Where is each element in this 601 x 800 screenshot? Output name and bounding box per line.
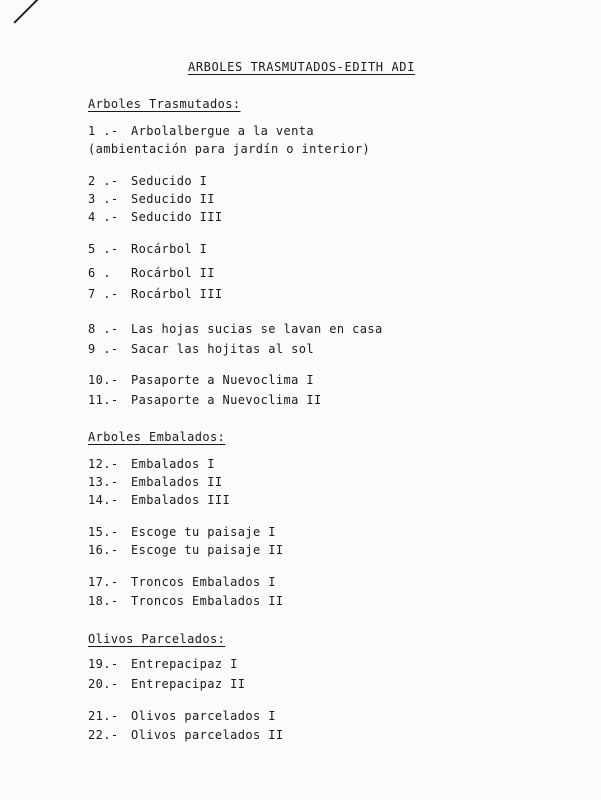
item-number: 14.- — [88, 493, 119, 507]
item-number: 12.- — [88, 457, 119, 471]
item-title: Las hojas sucias se lavan en casa — [131, 322, 383, 336]
list-item — [88, 543, 284, 557]
item-title: (ambientación para jardín o interior) — [88, 142, 371, 156]
list-item — [88, 124, 314, 138]
list-item — [88, 594, 284, 608]
item-title: Troncos Embalados II — [131, 594, 284, 608]
list-item — [88, 709, 276, 723]
list-item — [88, 493, 230, 507]
list-item — [88, 242, 207, 256]
item-title: Escoge tu paisaje II — [131, 543, 284, 557]
item-number: 9 .- — [88, 342, 119, 356]
section-heading: Arboles Trasmutados: — [88, 97, 241, 111]
item-title: Sacar las hojitas al sol — [131, 342, 314, 356]
list-item — [88, 322, 383, 336]
item-number: 6 . — [88, 266, 111, 280]
item-title: Rocárbol III — [131, 287, 223, 301]
item-number: 13.- — [88, 475, 119, 489]
list-item — [88, 728, 284, 742]
item-title: Embalados III — [131, 493, 231, 507]
item-title: Olivos parcelados II — [131, 728, 284, 742]
section-heading: Olivos Parcelados: — [88, 632, 226, 646]
list-item — [88, 210, 223, 224]
item-title: Rocárbol II — [131, 266, 215, 280]
list-item — [88, 174, 207, 188]
pen-mark — [13, 0, 40, 23]
item-number: 20.- — [88, 677, 119, 691]
list-item — [88, 192, 215, 206]
item-number: 7 .- — [88, 287, 119, 301]
item-title: Seducido I — [131, 174, 208, 188]
item-title: Arbolalbergue a la venta — [131, 124, 314, 138]
list-item — [88, 266, 215, 280]
item-title: Seducido II — [131, 192, 215, 206]
page-title: ARBOLES TRASMUTADOS-EDITH ADI — [188, 60, 415, 74]
item-title: Embalados I — [131, 457, 215, 471]
list-item-note — [88, 142, 370, 156]
item-number: 2 .- — [88, 174, 119, 188]
item-title: Seducido III — [131, 210, 223, 224]
item-number: 3 .- — [88, 192, 119, 206]
item-title: Escoge tu paisaje I — [131, 525, 276, 539]
item-number: 21.- — [88, 709, 119, 723]
item-title: Embalados II — [131, 475, 223, 489]
item-title: Troncos Embalados I — [131, 575, 276, 589]
item-number: 17.- — [88, 575, 119, 589]
list-item — [88, 575, 276, 589]
item-title: Pasaporte a Nuevoclima I — [131, 373, 314, 387]
list-item — [88, 342, 314, 356]
item-title: Pasaporte a Nuevoclima II — [131, 393, 322, 407]
item-title: Entrepacipaz II — [131, 677, 246, 691]
list-item — [88, 373, 314, 387]
item-number: 11.- — [88, 393, 119, 407]
item-number: 19.- — [88, 657, 119, 671]
item-number: 22.- — [88, 728, 119, 742]
item-number: 18.- — [88, 594, 119, 608]
item-title: Entrepacipaz I — [131, 657, 238, 671]
list-item — [88, 475, 223, 489]
list-item — [88, 287, 223, 301]
list-item — [88, 457, 215, 471]
list-item — [88, 657, 238, 671]
section-heading: Arboles Embalados: — [88, 430, 226, 444]
list-item — [88, 525, 276, 539]
list-item — [88, 677, 245, 691]
item-number: 8 .- — [88, 322, 119, 336]
item-number: 5 .- — [88, 242, 119, 256]
item-number: 16.- — [88, 543, 119, 557]
item-number: 4 .- — [88, 210, 119, 224]
item-title: Rocárbol I — [131, 242, 208, 256]
list-item — [88, 393, 322, 407]
item-title: Olivos parcelados I — [131, 709, 276, 723]
item-number: 15.- — [88, 525, 119, 539]
item-number: 10.- — [88, 373, 119, 387]
item-number: 1 .- — [88, 124, 119, 138]
